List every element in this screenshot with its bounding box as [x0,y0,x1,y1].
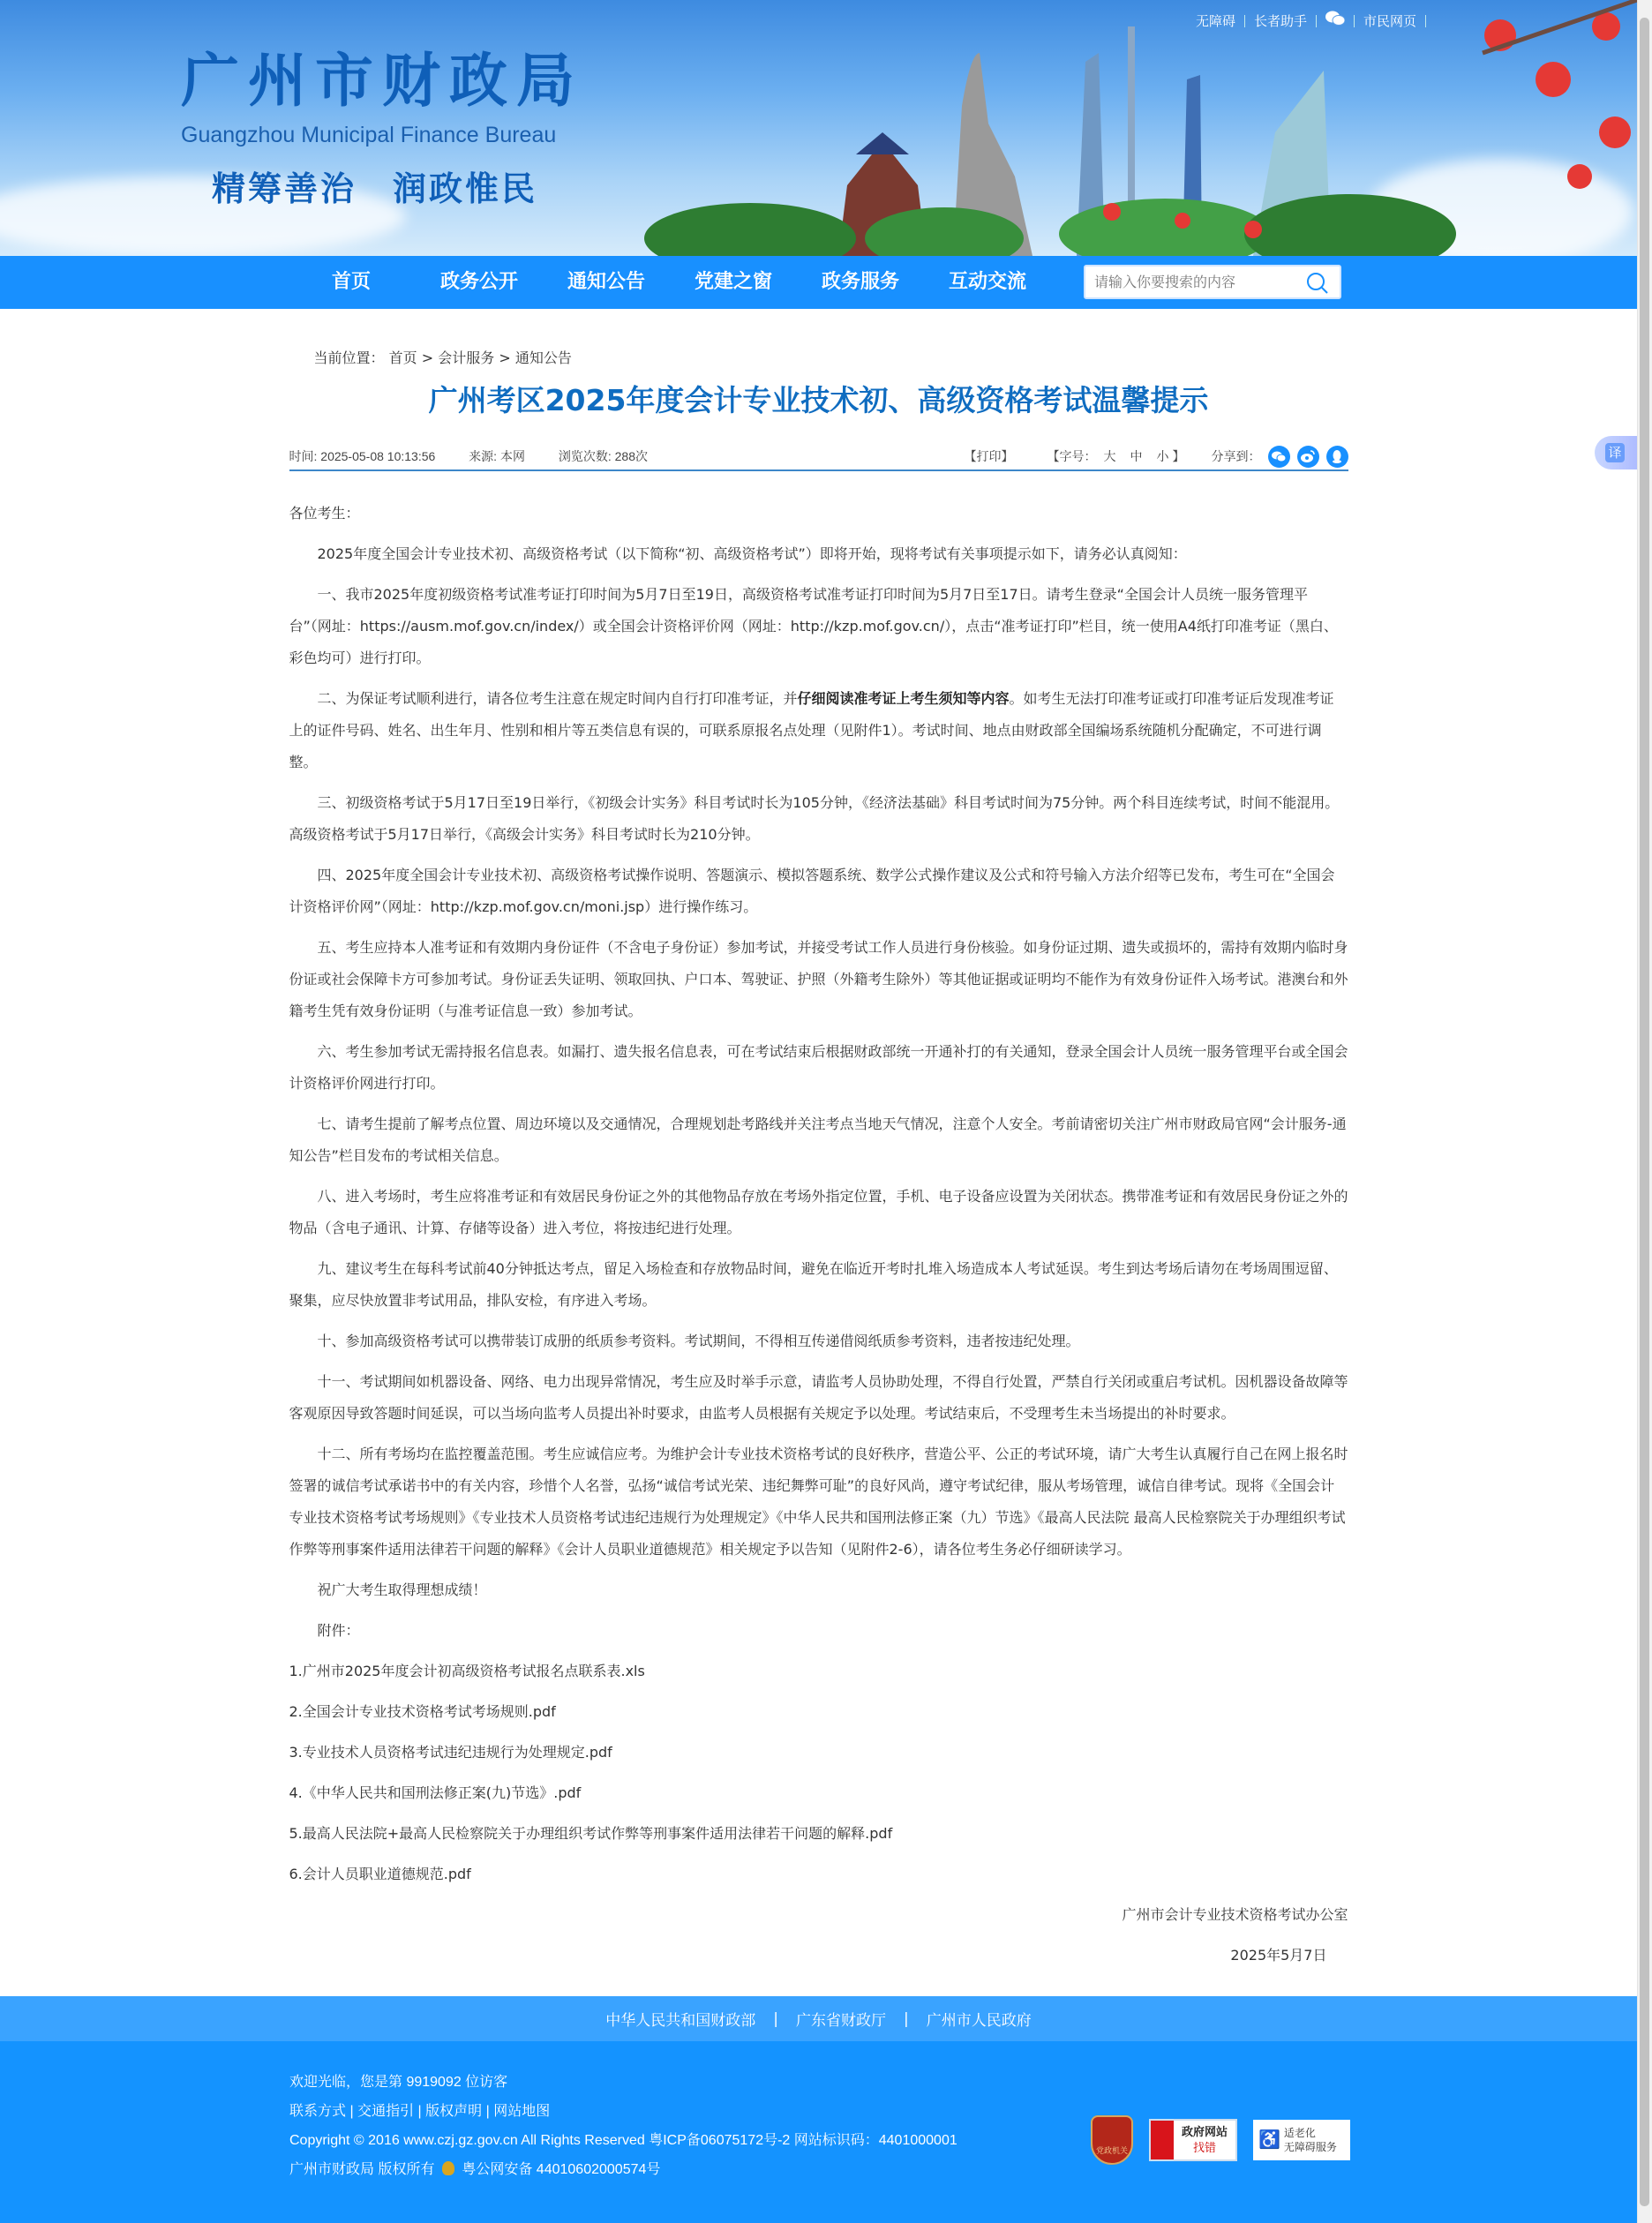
paragraph-2 [289,683,1348,778]
attachment-link[interactable]: 3.专业技术人员资格考试违纪违规行为处理规定.pdf [289,1744,612,1761]
search-box [1084,265,1341,299]
police-emblem-icon [442,2161,454,2175]
site-slogan: 精筹善治 润政惟民 [212,169,538,208]
text: 二、为保证考试顺利进行，请各位考生注意在规定时间内自行打印准考证，并 [317,690,798,707]
footer-badges [1091,2115,1350,2165]
font-medium-button[interactable]: 中 [1130,449,1143,463]
accessibility-link[interactable]: 无障碍 [1196,12,1236,29]
divider [1354,15,1355,27]
footer-bottom-links: 联系方式 | 交通指引 | 版权声明 | 网站地图 [289,2104,551,2119]
badge-text: 找错 [1192,2141,1216,2154]
wheelchair-icon: ♿ [1258,2130,1280,2150]
print-button[interactable]: 【打印】 [964,449,1014,463]
police-record-link[interactable]: 粤公网安备 44010602000574号 [462,2162,661,2177]
article-meta [289,443,1348,471]
nav-home[interactable]: 首页 [332,271,372,293]
breadcrumb [289,309,1348,378]
attachment-link[interactable]: 5.最高人民法院+最高人民检察院关于办理组织考试作弊等刑事案件适用法律若干问题的解释.pdf [289,1825,893,1842]
paragraph-7: 七、请考生提前了解考点位置、周边环境以及交通情况，合理规划赴考路线并关注考点当地天气情况，注意个人安全。考前请密切关注广州市财政局官网“会计服务-通知公告”栏目发布的考试相关信息。 [289,1115,1347,1164]
view-count: 浏览次数: 288次 [558,449,648,463]
badge-text: 无障碍服务 [1283,2141,1337,2153]
share-label: 分享到： [1211,449,1261,463]
paragraph-12: 十二、所有考场均在监控覆盖范围。考生应诚信应考。为维护会计专业技术资格考试的良好秩序，营造公平、公正的考试环境，请广大考生认真履行自己在网上报名时签署的诚信考试承诺书中的有关内容，珍惜个人名誉，弘扬“诚信考试光荣、违纪舞弊可耻”的良好风尚，遵守考试纪律，服从考场管理，诚信自律考试。现将《全国会计专业技术资格考试考场规则》《专业技术人员资格考试违纪违规行为处理规定》《中华人民共和国刑法修正案（九）节选》《最高人民法院 最高人民检察院关于办理组织考试作弊等刑事案件适用法律若干问题的解释》《会计人员职业道德规范》相关规定予以告知（见附件2-6），请各位考生务必仔细研读学习。 [289,1446,1348,1558]
breadcrumb-home[interactable]: 首页 [388,349,417,366]
city-skyline-illustration [618,0,1637,256]
paragraph-8: 八、进入考场时，考生应将准考证和有效居民身份证之外的其他物品存放在考场外指定位置，手机、电子设备应设置为关闭状态。携带准考证和有效居民身份证之外的物品（含电子通讯、计算、存储等设备）进入考位，将按违纪进行处理。 [289,1188,1348,1236]
signature: 广州市会计专业技术资格考试办公室 [1122,1906,1348,1923]
top-links [1196,11,1435,31]
citizen-page-link[interactable]: 市民网页 [1363,12,1417,29]
copyright-text: Copyright © 2016 www.czj.gz.gov.cn All Rights Reserved 粤ICP备06075172号-2 网站标识码：4401000001 [289,2133,957,2148]
attachment-link[interactable]: 6.会计人员职业道德规范.pdf [289,1866,471,1882]
gov-website-error-badge[interactable] [1149,2119,1237,2161]
divider [1244,15,1245,27]
footer [0,2041,1637,2223]
footer-link-gd-finance[interactable]: 广东省财政厅 [796,2012,886,2030]
elderly-assistant-link[interactable]: 长者助手 [1254,12,1308,29]
breadcrumb-accounting[interactable]: 会计服务 [438,349,495,366]
article-title: 广州考区2025年度会计专业技术初、高级资格考试温馨提示 [428,383,1209,417]
intro-paragraph: 2025年度全国会计专业技术初、高级资格考试（以下简称“初、高级资格考试”）即将开始，现将考试有关事项提示如下，请务必认真阅知： [317,545,1187,562]
translate-icon: 译 [1605,443,1625,462]
nav-interaction[interactable]: 互动交流 [949,271,1027,293]
publish-time: 时间: 2025-05-08 10:13:56 [289,449,436,463]
nav-party-building[interactable]: 党建之窗 [695,271,773,293]
font-small-button[interactable]: 小 [1156,449,1169,463]
paragraph-5: 五、考生应持本人准考证和有效期内身份证件（不含电子身份证）参加考试，并接受考试工作人员进行身份核验。如身份证过期、遗失或损坏的，需持有效期内临时身份证或社会保障卡方可参加考试。身份证丢失证明、领取回执、户口本、驾驶证、护照（外籍考生除外）等其他证据或证明均不能作为有效身份证件入场考试。港澳台和外籍考生凭有效身份证明（与准考证信息一致）参加考试。 [289,939,1348,1019]
font-large-button[interactable]: 大 [1103,449,1116,463]
contact-link[interactable]: 联系方式 [289,2104,347,2119]
party-government-badge[interactable] [1091,2115,1133,2165]
copyright-link[interactable]: 版权声明 [425,2104,483,2119]
scrollbar-thumb[interactable] [1640,18,1649,2206]
greeting: 各位考生： [289,505,360,522]
elderly-accessibility-badge[interactable] [1253,2120,1350,2160]
translate-button[interactable] [1595,436,1637,469]
search-icon[interactable] [1306,272,1329,298]
divider: | [904,2009,909,2028]
paragraph-3: 三、初级资格考试于5月17日至19日举行，《初级会计实务》科目考试时长为105分钟，《经济法基础》科目考试时间为75分钟。两个科目连续考试，时间不能混用。高级资格考试于5月17日举行，《高级会计实务》科目考试时长为210分钟。 [289,794,1340,843]
divider: | [773,2009,778,2028]
wechat-icon[interactable] [1325,11,1345,31]
attachment-link[interactable]: 1.广州市2025年度会计初高级资格考试报名点联系表.xls [289,1663,645,1679]
main-nav [0,256,1637,309]
visitor-count: 欢迎光临，您是第 9919092 位访客 [289,2075,508,2090]
breadcrumb-sep: > [499,349,511,366]
font-size-end: 】 [1172,449,1185,463]
divider [1316,15,1317,27]
article-body [289,471,1348,1971]
text: 。如考生无法打印准考证或打印准考证后发现准考证上的证件号码、姓名、出生年月、性别和相片等五类信息有误的，可联系原报名点处理（见附件1）。考试时间、地点由财政部全国编场系统随机分配确定，不可进行调整。 [289,690,1334,770]
breadcrumb-sep: > [421,349,434,366]
footer-link-mof[interactable]: 中华人民共和国财政部 [605,2012,756,2030]
badge-text: 党政机关 [1095,2146,1128,2155]
site-logo-title: 广州市财政局 [181,47,583,115]
qq-share-icon[interactable] [1326,446,1348,468]
badge-text: 适老化 [1283,2127,1316,2139]
sitemap-link[interactable]: 网站地图 [493,2104,551,2119]
attachment-link[interactable]: 2.全国会计专业技术资格考试考场规则.pdf [289,1703,556,1720]
paragraph-1: 一、我市2025年度初级资格考试准考证打印时间为5月7日至19日，高级资格考试准考证打印时间为5月7日至17日。请考生登录“全国会计人员统一服务管理平台”（网址：https://ausm.mof.gov.cn/index/）或全国会计资格评价网（网址：http://kzp.mof.gov.cn/），点击“准考证打印”栏目，统一使用A4纸打印准考证（黑白、彩色均可）进行打印。 [289,586,1338,666]
badge-text: 政府网站 [1181,2125,1228,2138]
closing-wish: 祝广大考生取得理想成绩！ [317,1581,487,1598]
article-source: 来源: 本网 [469,449,525,463]
owner-text: 广州市财政局 版权所有 [289,2162,435,2177]
paragraph-11: 十一、考试期间如机器设备、网络、电力出现异常情况，考生应及时举手示意，请监考人员协助处理，不得自行处置，严禁自行关闭或重启考试机。因机器设备故障等客观原因导致答题时间延误，可以当场向监考人员提出补时要求，由监考人员根据有关规定予以处理。考试结束后，不受理考生未当场提出的补时要求。 [289,1373,1348,1422]
site-logo-subtitle: Guangzhou Municipal Finance Bureau [181,123,557,147]
footer-links-bar [0,1996,1637,2041]
wechat-share-icon[interactable] [1268,446,1290,468]
traffic-link[interactable]: 交通指引 [357,2104,415,2119]
magnifier-icon [1151,2121,1174,2159]
paragraph-9: 九、建议考生在每科考试前40分钟抵达考点，留足入场检查和存放物品时间，避免在临近开考时扎堆入场造成本人考试延误。考生到达考场后请勿在考场周围逗留、聚集，应尽快放置非考试用品，排队安检，有序进入考场。 [289,1260,1338,1309]
weibo-share-icon[interactable] [1297,446,1319,468]
header-banner [0,0,1637,256]
breadcrumb-label: 当前位置： [313,349,385,366]
nav-notices[interactable]: 通知公告 [567,271,646,293]
attachment-link[interactable]: 4.《中华人民共和国刑法修正案(九)节选》.pdf [289,1784,582,1801]
divider [1425,15,1426,27]
paragraph-6: 六、考生参加考试无需持报名信息表。如漏打、遗失报名信息表，可在考试结束后根据财政部统一开通补打的有关通知，登录全国会计人员统一服务管理平台或全国会计资格评价网进行打印。 [289,1043,1348,1092]
bold-text: 仔细阅读准考证上考生须知等内容 [797,690,1010,707]
nav-services[interactable]: 政务服务 [822,271,900,293]
page-scrollbar[interactable] [1637,0,1652,2223]
paragraph-4: 四、2025年度全国会计专业技术初、高级资格考试操作说明、答题演示、模拟答题系统、数学公式操作建议及公式和符号输入方法介绍等已发布，考生可在“全国会计资格评价网”（网址：http://kzp.mof.gov.cn/moni.jsp）进行操作练习。 [289,867,1335,915]
paragraph-10: 十、参加高级资格考试可以携带装订成册的纸质参考资料。考试期间，不得相互传递借阅纸质参考资料，违者按违纪处理。 [317,1333,1080,1349]
footer-link-gz-gov[interactable]: 广州市人民政府 [926,2012,1032,2030]
owner-line [289,2155,1066,2184]
attachments-label: 附件： [317,1622,360,1639]
font-size-label: 【字号： [1047,449,1097,463]
signature-date: 2025年5月7日 [1230,1947,1327,1964]
search-input[interactable] [1085,267,1297,297]
breadcrumb-notices[interactable]: 通知公告 [514,349,572,366]
nav-government-affairs[interactable]: 政务公开 [440,271,519,293]
article-container [289,309,1348,1971]
